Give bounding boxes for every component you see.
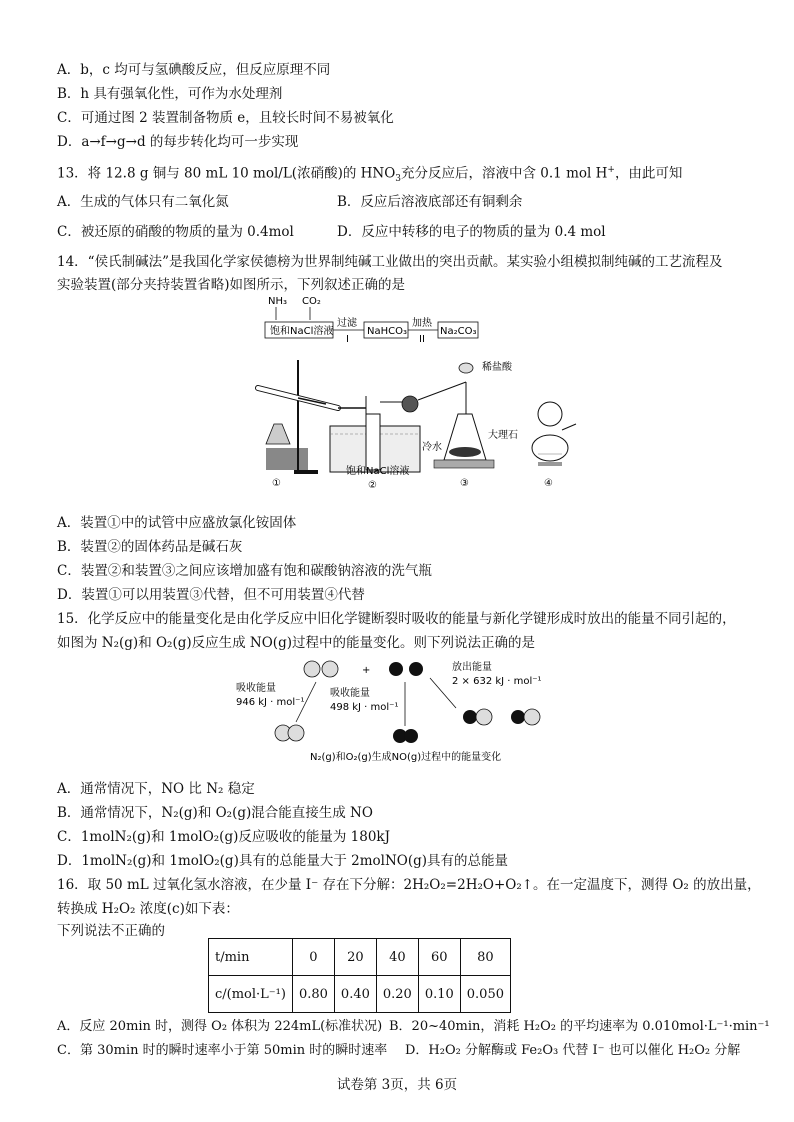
q12-option-c: C．可通过图 2 装置制备物质 e，且较长时间不易被氧化 — [57, 110, 394, 126]
q14-option-c: C．装置②和装置③之间应该增加盛有饱和碳酸钠溶液的洗气瓶 — [57, 563, 432, 579]
table-cell: 60 — [418, 939, 460, 976]
q15-stem-line2: 如图为 N₂(g)和 O₂(g)反应生成 NO(g)过程中的能量变化。则下列说法正确的是 — [57, 635, 535, 651]
flow-box-nahco3-label: NaHCO₃ — [367, 326, 407, 337]
q14-option-a: A．装置①中的试管中应盛放氯化铵固体 — [57, 515, 297, 531]
q15-option-d: D．1molN₂(g)和 1molO₂(g)具有的总能量大于 2molNO(g)具有的总能量 — [57, 853, 509, 869]
flow-box-na2co3-label: Na₂CO₃ — [440, 326, 477, 337]
q15-option-a: A．通常情况下，NO 比 N₂ 稳定 — [57, 781, 255, 797]
q16-stem-line2: 转换成 H₂O₂ 浓度(c)如下表： — [57, 901, 239, 917]
label-apparatus-4: ④ — [544, 478, 553, 489]
label-dilute-hcl: 稀盐酸 — [482, 362, 512, 373]
table-cell: 40 — [376, 939, 418, 976]
q14-stem-line2: 实验装置(部分夹持装置省略)如图所示，下列叙述正确的是 — [57, 277, 406, 293]
q13-sub-3: 3 — [395, 174, 402, 185]
q15-stem-line1: 15．化学反应中的能量变化是由化学反应中旧化学键断裂时吸收的能量与新化学键形成时放出的能量不同引起的， — [57, 611, 736, 627]
q15-figure-caption: N₂(g)和O₂(g)生成NO(g)过程中的能量变化 — [310, 752, 502, 763]
page-footer: 试卷第 3页，共 6页 — [336, 1077, 458, 1093]
q12-option-b: B．h 具有强氧化性，可作为水处理剂 — [57, 86, 283, 102]
label-nacl-solution: 饱和NaCl溶液 — [346, 466, 410, 477]
q16-stem-line3: 下列说法不正确的 — [57, 923, 165, 939]
table-cell: 0.050 — [460, 976, 510, 1013]
absorb-energy-2-label: 吸收能量 — [330, 688, 370, 699]
q13-sup-plus: + — [607, 165, 615, 175]
label-marble: 大理石 — [488, 430, 518, 441]
label-apparatus-1: ① — [272, 478, 281, 489]
q16-option-c: C．第 30min 时的瞬时速率小于第 50min 时的瞬时速率 — [57, 1043, 388, 1058]
q14-process-flow — [240, 292, 490, 350]
q13-option-b: B．反应后溶液底部还有铜剩余 — [337, 194, 523, 210]
table-row — [209, 939, 511, 976]
q13-option-c: C．被还原的硝酸的物质的量为 0.4mol — [57, 224, 294, 240]
absorb-energy-1-value: 946 kJ · mol⁻¹ — [236, 697, 305, 708]
q13-stem-c: ，由此可知 — [614, 165, 683, 182]
apparatus-3 — [434, 360, 518, 468]
table-cell: 0.10 — [418, 976, 460, 1013]
q16-stem-line1: 16．取 50 mL 过氧化氢水溶液，在少量 I⁻ 存在下分解：2H₂O₂=2H₂O+O₂↑。在一定温度下，测得 O₂ 的放出量， — [57, 877, 761, 893]
q12-option-d: D．a→f→g→d 的每步转化均可一步实现 — [57, 134, 299, 150]
release-energy-value: 2 × 632 kJ · mol⁻¹ — [452, 676, 542, 687]
q13-stem — [57, 161, 682, 188]
q15-energy-figure — [230, 656, 560, 766]
q14-apparatus-figure — [238, 352, 588, 492]
flow-co2-label: CO₂ — [302, 296, 321, 307]
label-apparatus-2: ② — [368, 480, 377, 491]
table-row-head-concentration: c/(mol·L⁻¹) — [209, 976, 293, 1013]
q15-option-b: B．通常情况下，N₂(g)和 O₂(g)混合能直接生成 NO — [57, 805, 373, 821]
table-cell: 0 — [292, 939, 334, 976]
flow-box-nacl-label: 饱和NaCl溶液 — [270, 326, 334, 337]
q14-stem-line1: 14．“侯氏制碱法”是我国化学家侯德榜为世界制纯碱工业做出的突出贡献。某实验小组模拟制纯碱的工艺流程及 — [57, 254, 723, 270]
label-cold-water: 冷水 — [422, 442, 442, 453]
q16-data-table — [208, 938, 511, 1013]
label-apparatus-3: ③ — [460, 478, 469, 489]
table-cell: 20 — [334, 939, 376, 976]
q13-stem-b: 充分反应后，溶液中含 0.1 mol H — [401, 165, 608, 182]
plus-sign: + — [362, 665, 371, 676]
flow-step2-label: 加热 — [412, 318, 432, 329]
table-cell: 0.40 — [334, 976, 376, 1013]
table-cell: 0.20 — [376, 976, 418, 1013]
table-row-head-time: t/min — [209, 939, 293, 976]
apparatus-4 — [532, 402, 576, 466]
q14-option-d: D．装置①可以用装置③代替，但不可用装置④代替 — [57, 587, 365, 603]
flow-step1-num: I — [346, 334, 349, 345]
table-cell: 0.80 — [292, 976, 334, 1013]
q13-option-d: D．反应中转移的电子的物质的量为 0.4 mol — [337, 224, 606, 240]
q15-option-c: C．1molN₂(g)和 1molO₂(g)反应吸收的能量为 180kJ — [57, 829, 390, 845]
q13-option-a: A．生成的气体只有二氧化氮 — [57, 194, 229, 210]
q16-option-b: B．20~40min，消耗 H₂O₂ 的平均速率为 0.010mol·L⁻¹·min⁻¹ — [389, 1019, 770, 1034]
flow-step1-label: 过滤 — [337, 318, 357, 329]
q16-option-a: A．反应 20min 时，测得 O₂ 体积为 224mL(标准状况) — [57, 1019, 383, 1034]
absorb-energy-2-value: 498 kJ · mol⁻¹ — [330, 702, 399, 713]
table-cell: 80 — [460, 939, 510, 976]
flow-step2-num: II — [419, 334, 425, 345]
q13-stem-a: 13．将 12.8 g 铜与 80 mL 10 mol/L(浓硝酸)的 HNO — [57, 165, 396, 182]
q12-option-a: A．b，c 均可与氢碘酸反应，但反应原理不同 — [57, 62, 331, 78]
release-energy-label: 放出能量 — [452, 662, 492, 673]
table-row — [209, 976, 511, 1013]
q14-option-b: B．装置②的固体药品是碱石灰 — [57, 539, 243, 555]
flow-nh3-label: NH₃ — [268, 296, 288, 307]
q16-option-d: D．H₂O₂ 分解酶或 Fe₂O₃ 代替 I⁻ 也可以催化 H₂O₂ 分解 — [405, 1043, 741, 1058]
absorb-energy-1-label: 吸收能量 — [236, 683, 276, 694]
